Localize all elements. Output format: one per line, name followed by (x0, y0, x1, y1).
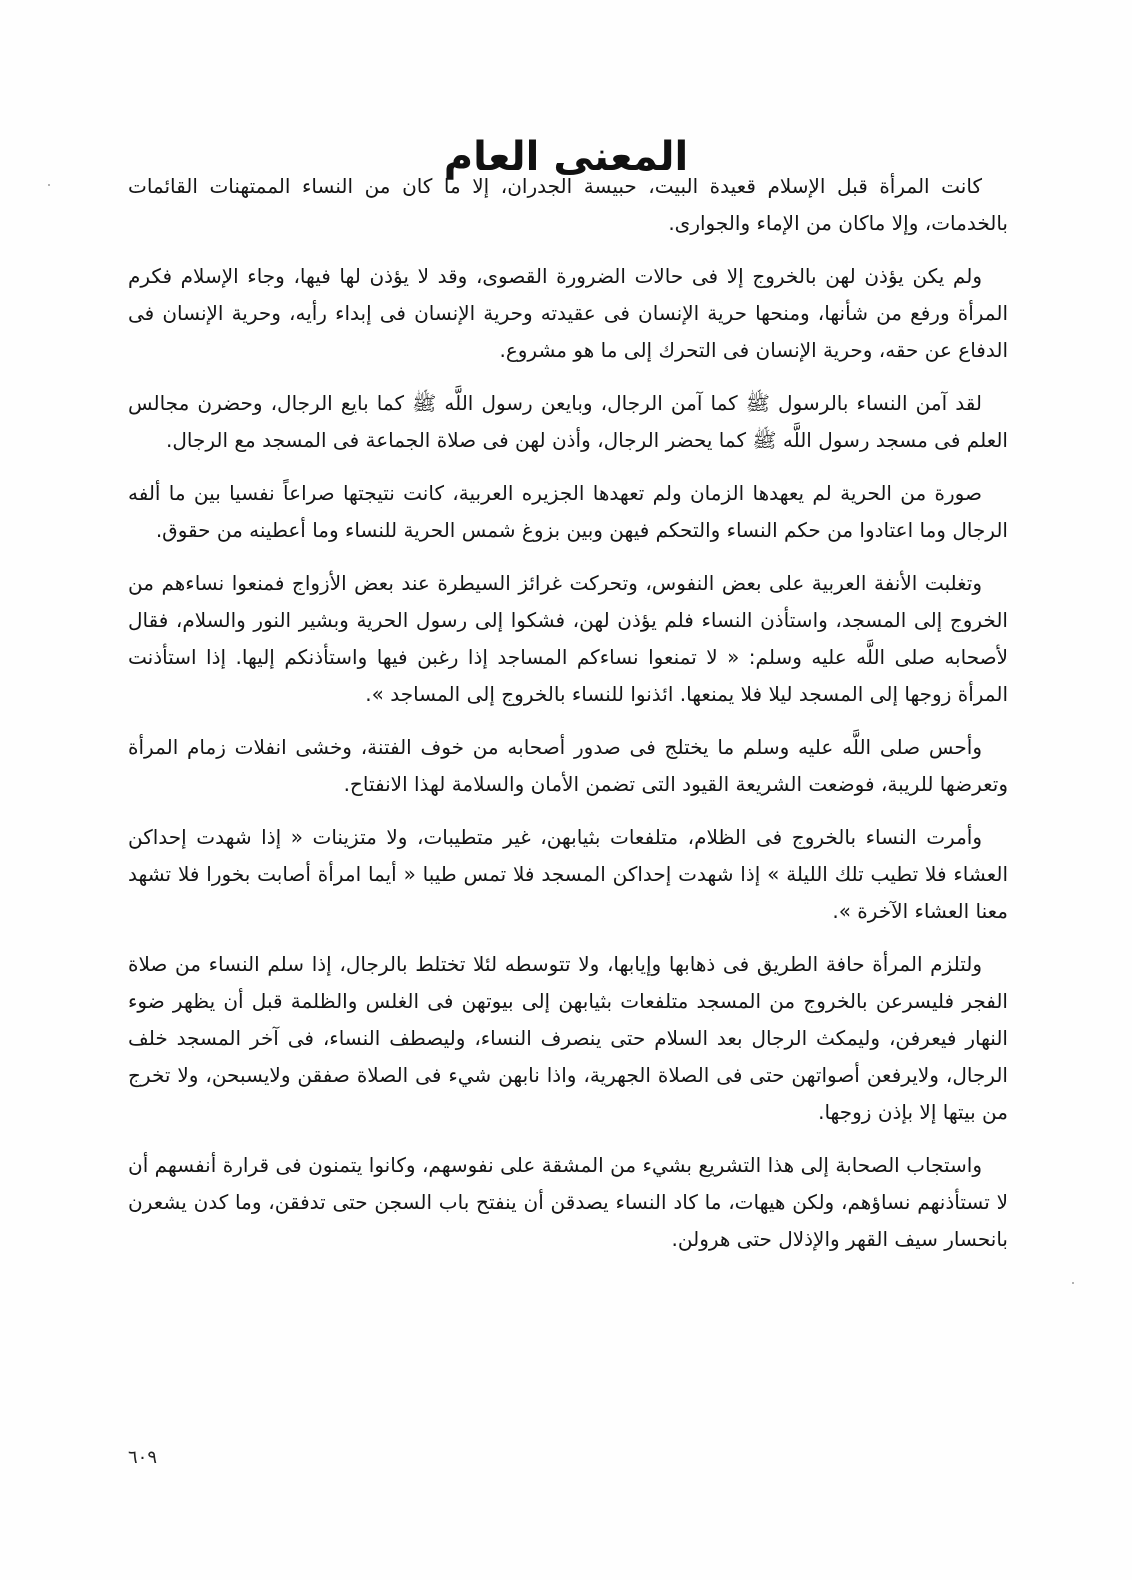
page-number: ٦٠٩ (128, 1447, 158, 1468)
paragraph-2: ولم يكن يؤذن لهن بالخروج إلا فى حالات الضرورة القصوى، وقد لا يؤذن لها فيها، وجاء الإسلام فكرم المرأة ورفع من شأنها، ومنحها حرية الإنسان فى عقيدته وحرية الإنسان فى إبداء رأيه، وحرية الإنسان فى الدفاع عن حقه، وحرية الإنسان فى التحرك إلى ما هو مشروع. (128, 264, 1008, 362)
page-title: المعنى العام (443, 133, 689, 180)
paragraph-5: وتغلبت الأنفة العربية على بعض النفوس، وتحركت غرائز السيطرة عند بعض الأزواج فمنعوا نساءهم من الخروج إلى المسجد، واستأذن النساء فلم يؤذن لهن، فشكوا إلى رسول الحرية وبشير النور والسلام، فقال لأصحابه صلى اللَّه عليه وسلم: « لا تمنعوا نساءكم المساجد إذا رغبن فيها واستأذنكم إليها. إذا استأذنت المرأة زوجها إلى المسجد ليلا فلا يمنعها. ائذنوا للنساء بالخروج إلى المساجد ». (128, 571, 1008, 706)
scan-speck (1072, 1282, 1074, 1284)
paragraph-9: واستجاب الصحابة إلى هذا التشريع بشيء من المشقة على نفوسهم، وكانوا يتمنون فى قرارة أنفسهم أن لا تستأذنهم نساؤهم، ولكن هيهات، ما كاد النساء يصدقن أن ينفتح باب السجن حتى تدفقن، وما كدن يشعرن بانحسار سيف القهر والإذلال حتى هرولن. (128, 1153, 1008, 1251)
paragraph-1: كانت المرأة قبل الإسلام قعيدة البيت، حبيسة الجدران، إلا ما كان من النساء الممتهنات القائمات بالخدمات، وإلا ماكان من الإماء والجوارى. (128, 174, 1008, 235)
paragraph-3: لقد آمن النساء بالرسول ﷺ كما آمن الرجال، وبايعن رسول اللَّه ﷺ كما بايع الرجال، وحضرن مجالس العلم فى مسجد رسول اللَّه ﷺ كما يحضر الرجال، وأذن لهن فى صلاة الجماعة فى المسجد مع الرجال. (128, 391, 1008, 452)
paragraph-6: وأحس صلى اللَّه عليه وسلم ما يختلج فى صدور أصحابه من خوف الفتنة، وخشى انفلات زمام المرأة وتعرضها للريبة، فوضعت الشريعة القيود التى تضمن الأمان والسلامة لهذا الانفتاح. (128, 735, 1008, 796)
paragraph-7: وأمرت النساء بالخروج فى الظلام، متلفعات بثيابهن، غير متطيبات، ولا متزينات « إذا شهدت إحداكن العشاء فلا تطيب تلك الليلة » إذا شهدت إحداكن المسجد فلا تمس طيبا « أيما امرأة أصابت بخورا فلا تشهد معنا العشاء الآخرة ». (128, 825, 1008, 923)
paragraph-4: صورة من الحرية لم يعهدها الزمان ولم تعهدها الجزيره العربية، كانت نتيجتها صراعاً نفسيا بين ما ألفه الرجال وما اعتادوا من حكم النساء والتحكم فيهن وبين بزوغ شمس الحرية للنساء وما أعطينه من حقوق. (128, 481, 1008, 542)
body-text (128, 168, 1008, 1274)
paragraph-8: ولتلزم المرأة حافة الطريق فى ذهابها وإيابها، ولا تتوسطه لئلا تختلط بالرجال، إذا سلم النساء من صلاة الفجر فليسرعن بالخروج من المسجد متلفعات بثيابهن إلى بيوتهن فى الغلس والظلمة قبل أن يظهر ضوء النهار فيعرفن، وليمكث الرجال بعد السلام حتى ينصرف النساء، وليصطف النساء، فى آخر المسجد خلف الرجال، ولايرفعن أصواتهن حتى فى الصلاة الجهرية، واذا نابهن شيء فى الصلاة صفقن ولايسبحن، ولا تخرج من بيتها إلا بإذن زوجها. (128, 952, 1008, 1124)
